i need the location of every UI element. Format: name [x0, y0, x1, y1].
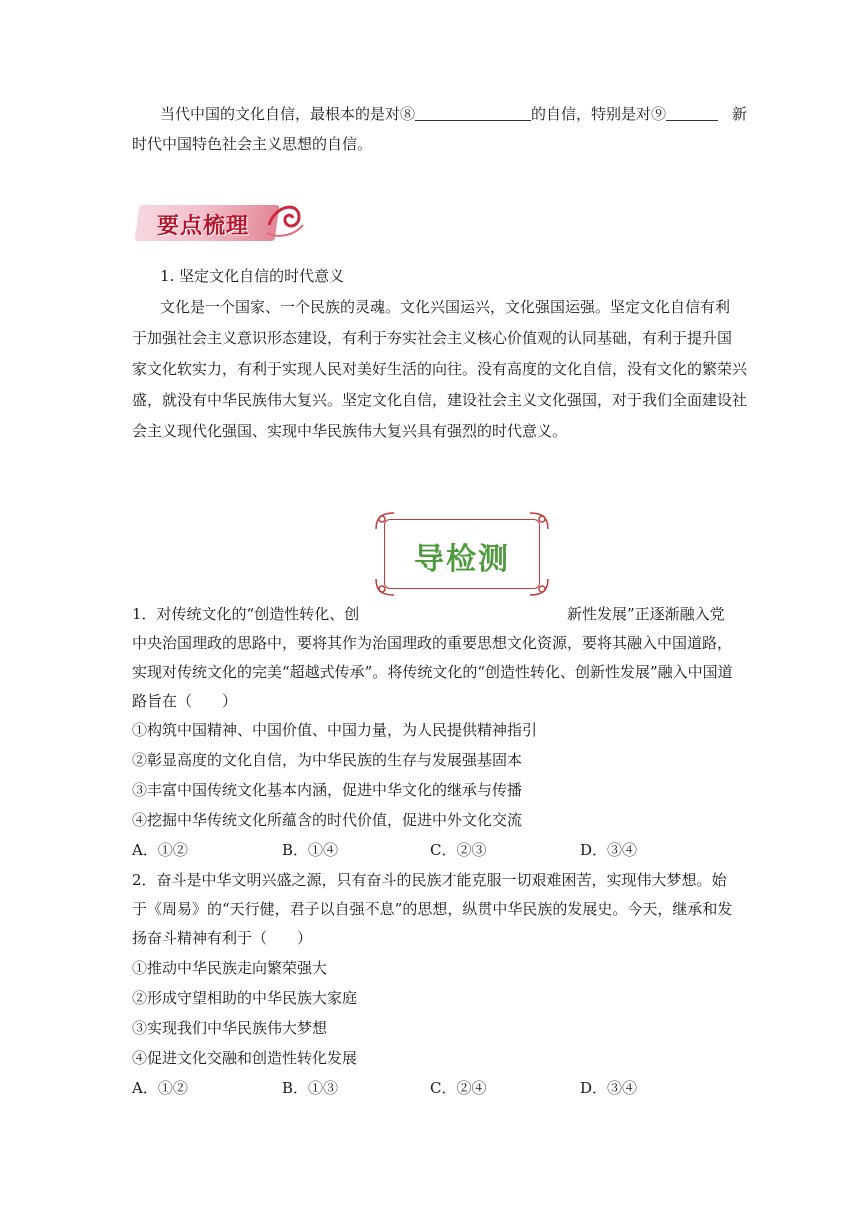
- q1-line-2: 中央治国理政的思路中，要将其作为治国理政的重要思想文化资源，要将其融入中国道路，: [132, 634, 733, 652]
- paragraph-line: 于加强社会主义意识形态建设，有利于夯实社会主义核心价值观的认同基础，有利于提升国: [132, 329, 733, 347]
- q1-line-1b: 新性发展”正逐渐融入党: [567, 605, 725, 623]
- key-points-banner-title: 要点梳理: [157, 214, 250, 239]
- key-points-banner: [137, 195, 305, 247]
- paragraph-line: 文化是一个国家、一个民族的灵魂。文化兴国运兴，文化强国运强。坚定文化自信有利: [160, 298, 731, 316]
- q2-option: ③实现我们中华民族伟大梦想: [132, 1019, 328, 1037]
- blank-9[interactable]: [666, 104, 718, 121]
- intro-line-2: 时代中国特色社会主义思想的自信。: [132, 135, 373, 153]
- blank-8[interactable]: [415, 104, 531, 121]
- q1-option: ①构筑中国精神、中国价值、中国力量，为人民提供精神指引: [132, 721, 538, 739]
- q2-line-3: 扬奋斗精神有利于（ ）: [132, 929, 313, 947]
- intro-text-a: 当代中国的文化自信，最根本的是对⑧: [160, 105, 416, 123]
- test-banner: [374, 511, 550, 597]
- intro-line-1: [160, 104, 747, 124]
- key-points-heading: 1. 坚定文化自信的时代意义: [160, 267, 345, 285]
- q2-option: ④促进文化交融和创造性转化发展: [132, 1049, 358, 1067]
- q2-option: ②形成守望相助的中华民族大家庭: [132, 989, 358, 1007]
- q1-choice-a[interactable]: A．①②: [132, 841, 188, 859]
- paragraph-line: 家文化软实力，有利于实现人民对美好生活的向往。没有高度的文化自信，没有文化的繁荣兴: [132, 360, 748, 378]
- swirl-ornament-icon: [265, 195, 305, 247]
- paragraph-line: 会主义现代化强国、实现中华民族伟大复兴具有强烈的时代意义。: [132, 422, 568, 440]
- q2-choice-a[interactable]: A．①②: [132, 1079, 188, 1097]
- q2-choice-d[interactable]: D．③④: [580, 1079, 638, 1097]
- q1-line-4: 路旨在（ ）: [132, 692, 238, 710]
- q1-option: ③丰富中国传统文化基本内涵，促进中华文化的继承与传播: [132, 781, 523, 799]
- q2-line-2: 于《周易》的“天行健，君子以自强不息”的思想，纵贯中华民族的发展史。今天，继承和发: [132, 900, 733, 918]
- intro-text-c: 新: [732, 105, 748, 123]
- q1-choice-b[interactable]: B．①④: [282, 841, 339, 859]
- q2-line-1: 2．奋斗是中华文明兴盛之源，只有奋斗的民族才能克服一切艰难困苦，实现伟大梦想。始: [132, 871, 727, 889]
- q1-line-3: 实现对传统文化的完美“超越式传承”。将传统文化的“创造性转化、创新性发展”融入中国道: [132, 663, 733, 681]
- q1-option: ②彰显高度的文化自信，为中华民族的生存与发展强基固本: [132, 751, 523, 769]
- q1-option: ④挖掘中华传统文化所蕴含的时代价值，促进中外文化交流: [132, 811, 523, 829]
- q1-choice-c[interactable]: C．②③: [430, 841, 487, 859]
- q2-choice-b[interactable]: B．①③: [282, 1079, 339, 1097]
- q2-choice-c[interactable]: C．②④: [430, 1079, 487, 1097]
- test-banner-title: 导检测: [414, 542, 510, 577]
- paragraph-line: 盛，就没有中华民族伟大复兴。坚定文化自信，建设社会主义文化强国，对于我们全面建设社: [132, 391, 748, 409]
- intro-text-b: 的自信，特别是对⑨: [531, 105, 667, 123]
- q1-line-1a: 1．对传统文化的“创造性转化、创: [132, 605, 360, 623]
- q2-option: ①推动中华民族走向繁荣强大: [132, 959, 328, 977]
- q1-choice-d[interactable]: D．③④: [580, 841, 638, 859]
